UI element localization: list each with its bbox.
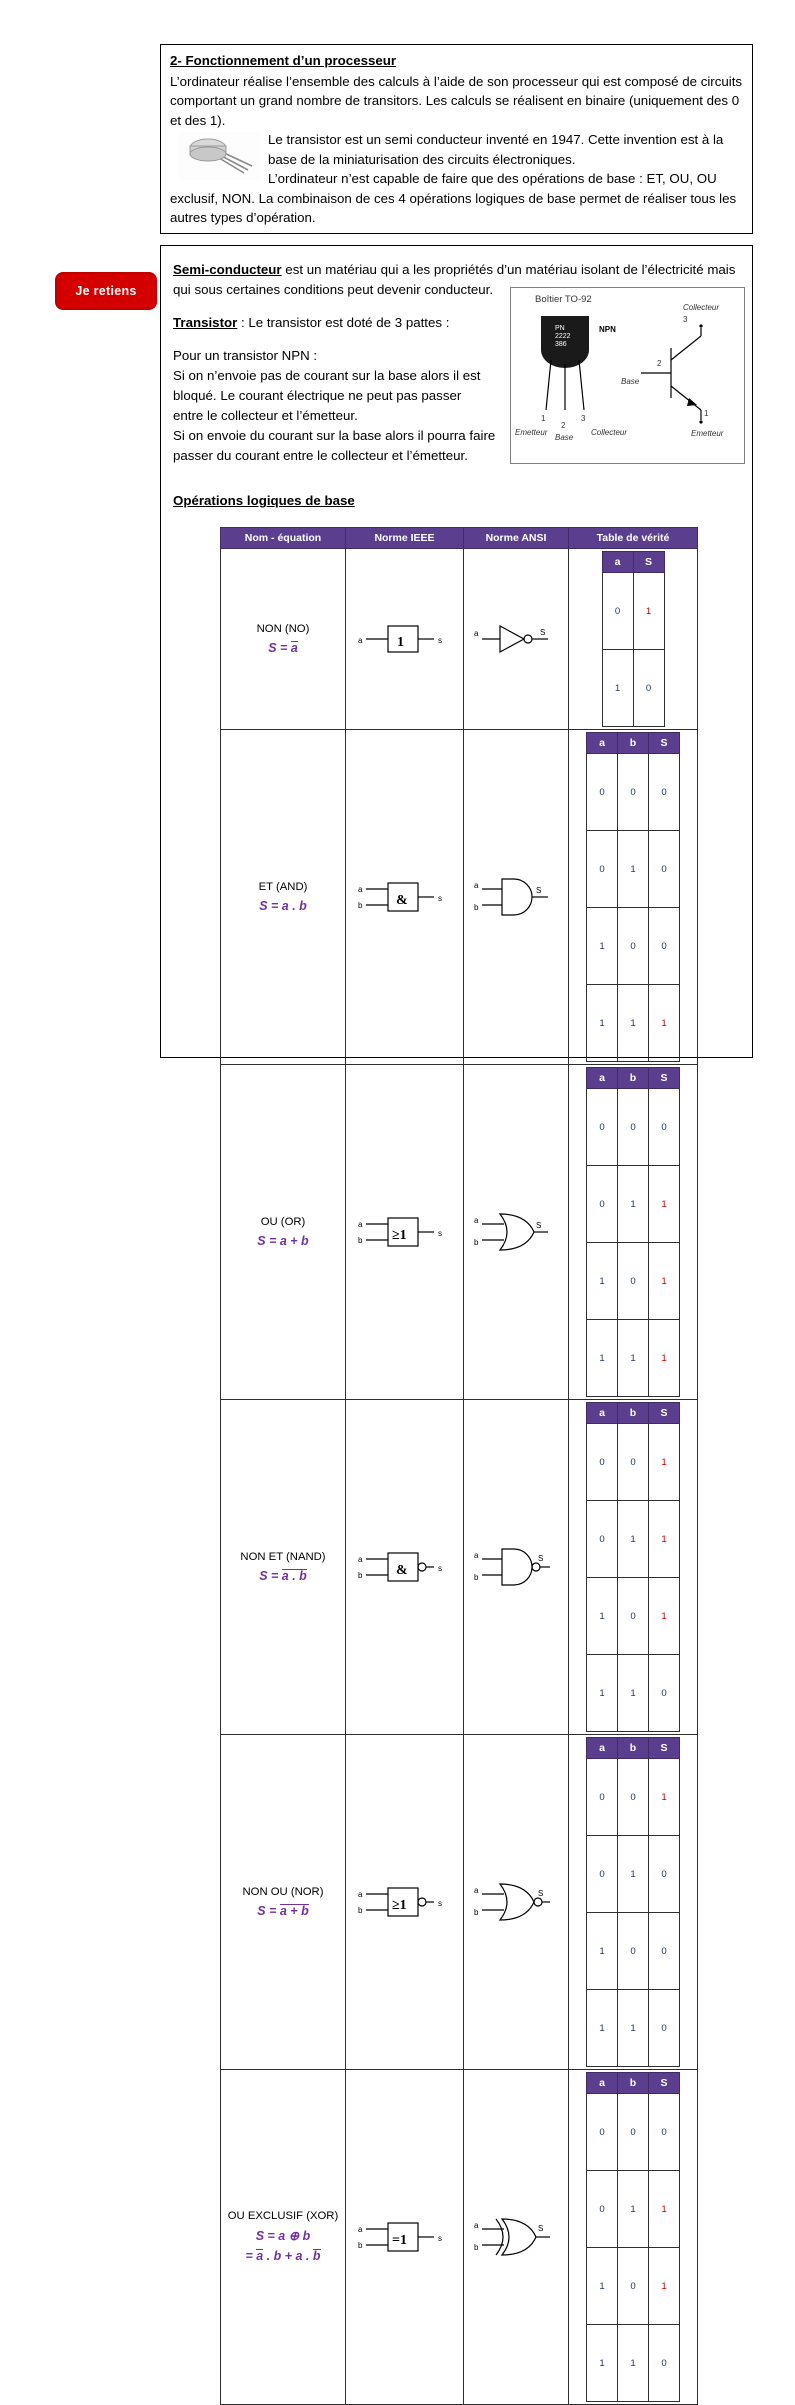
tt-header: S	[649, 1403, 680, 1424]
tt-cell: 0	[587, 2171, 618, 2248]
svg-text:s: s	[437, 894, 442, 903]
tt-header: a	[602, 552, 633, 573]
tt-header: S	[649, 1738, 680, 1759]
svg-text:1: 1	[396, 635, 404, 650]
svg-text:2: 2	[657, 359, 662, 368]
cell-name	[221, 549, 346, 730]
tt-header: S	[649, 1068, 680, 1089]
table-row	[221, 1735, 698, 2070]
gate-equation: S = a . b	[259, 899, 307, 913]
svg-text:a: a	[474, 1216, 479, 1225]
tt-header: S	[633, 552, 664, 573]
gate-name: OU (OR)	[260, 1216, 306, 1228]
tt-cell: 1	[649, 985, 680, 1062]
table-header-row	[221, 528, 698, 549]
tt-cell: 0	[649, 2325, 680, 2402]
gate-equation: S = a ⊕ b	[255, 2229, 311, 2244]
tt-cell: 0	[587, 831, 618, 908]
svg-text:a: a	[474, 1551, 479, 1560]
tt-cell: 0	[618, 1243, 649, 1320]
cell-ansi	[464, 1735, 569, 2070]
svg-text:2: 2	[561, 421, 566, 430]
svg-text:1: 1	[704, 409, 709, 418]
svg-text:=1: =1	[391, 2233, 407, 2248]
cell-ansi	[464, 730, 569, 1065]
tt-cell: 0	[649, 831, 680, 908]
header-ansi: Norme ANSI	[464, 528, 569, 549]
cell-truth-table	[569, 1735, 698, 2070]
tt-cell: 1	[618, 1990, 649, 2067]
cell-ieee	[346, 1400, 464, 1735]
intro-paragraph-2: Le transistor est un semi conducteur inventé en 1947. Cette invention est à la base de la miniaturisation des circuits électroniques.	[268, 132, 724, 167]
tt-header: b	[618, 1068, 649, 1089]
semi-conductor-text: est un matériau qui a les propriétés d’un matériau isolant de l’électricité mais qui sous certaines conditions peut devenir conducteur.	[173, 262, 736, 297]
svg-text:b: b	[474, 1573, 479, 1582]
tt-cell: 0	[618, 2248, 649, 2325]
gate-equation: S = a	[268, 640, 298, 655]
tt-cell: 1	[618, 1836, 649, 1913]
cell-truth-table	[569, 730, 698, 1065]
tt-cell: 1	[649, 2248, 680, 2325]
tt-cell: 0	[587, 754, 618, 831]
svg-text:≥1: ≥1	[391, 1228, 407, 1243]
cell-name	[221, 1400, 346, 1735]
gate-equation: S = a + b	[257, 1234, 309, 1248]
tt-cell: 0	[649, 1990, 680, 2067]
ieee-or-symbol	[352, 1206, 458, 1258]
svg-text:a: a	[474, 1886, 479, 1895]
svg-text:Emetteur: Emetteur	[691, 429, 724, 438]
svg-text:S: S	[536, 1221, 542, 1230]
npn-line-2: bloqué. Le courant électrique ne peut pas passer	[173, 387, 462, 403]
svg-text:Emetteur: Emetteur	[515, 428, 548, 437]
tt-cell: 1	[618, 1166, 649, 1243]
tt-header: a	[587, 1738, 618, 1759]
figure-caption: Boîtier TO-92	[535, 294, 592, 305]
npn-transistor-figure	[510, 287, 745, 464]
cell-truth-table	[569, 549, 698, 730]
tt-cell: 1	[649, 1424, 680, 1501]
tt-cell: 1	[649, 1578, 680, 1655]
tt-cell: 1	[649, 1759, 680, 1836]
tt-cell: 1	[587, 1913, 618, 1990]
cell-ieee	[346, 1735, 464, 2070]
table-row	[221, 1400, 698, 1735]
tt-cell: 1	[633, 573, 664, 650]
svg-text:a: a	[357, 1220, 362, 1229]
gate-name: NON OU (NOR)	[242, 1885, 324, 1898]
cell-name	[221, 730, 346, 1065]
svg-text:s: s	[437, 1564, 442, 1573]
ieee-and-symbol	[352, 871, 458, 923]
ansi-nor-symbol	[468, 1876, 564, 1928]
svg-text:Base: Base	[621, 377, 640, 386]
truth-table	[586, 2072, 680, 2402]
svg-text:PN: PN	[555, 325, 565, 332]
intro-paragraph-3: L’ordinateur n’est capable de faire que des opérations de base : ET, OU, OU exclusif, NON. La combinaison de ces 4 opérations logiques de base permet de réaliser tous les autres types d’opération.	[170, 171, 737, 226]
tt-cell: 0	[587, 1166, 618, 1243]
svg-text:S: S	[538, 1889, 544, 1898]
svg-text:b: b	[357, 1571, 362, 1580]
svg-text:a: a	[357, 636, 362, 645]
tt-header: b	[618, 733, 649, 754]
transistor-term: Transistor	[173, 314, 238, 330]
semi-conductor-term: Semi-conducteur	[173, 262, 282, 277]
table-row	[221, 549, 698, 730]
tt-header: b	[618, 1738, 649, 1759]
tt-cell: 1	[649, 1501, 680, 1578]
svg-text:a: a	[474, 2221, 479, 2230]
table-row	[221, 2070, 698, 2405]
tt-cell: 1	[587, 985, 618, 1062]
tt-cell: 1	[618, 2171, 649, 2248]
tt-cell: 0	[602, 573, 633, 650]
tt-header: b	[618, 1403, 649, 1424]
npn-title: Pour un transistor NPN :	[173, 347, 318, 363]
svg-text:3: 3	[581, 414, 586, 423]
tt-cell: 1	[618, 831, 649, 908]
svg-text:1: 1	[541, 414, 546, 423]
cell-truth-table	[569, 1065, 698, 1400]
tt-cell: 0	[649, 754, 680, 831]
tt-header: b	[618, 2073, 649, 2094]
tt-header: a	[587, 1068, 618, 1089]
svg-text:b: b	[357, 901, 362, 910]
header-name: Nom - équation	[221, 528, 346, 549]
svg-text:b: b	[474, 2243, 479, 2252]
svg-text:S: S	[538, 1554, 544, 1563]
tt-cell: 1	[649, 2171, 680, 2248]
cell-ieee	[346, 2070, 464, 2405]
tt-cell: 0	[587, 1836, 618, 1913]
tt-cell: 0	[649, 1655, 680, 1732]
gate-name: ET (AND)	[258, 881, 308, 893]
svg-text:NPN: NPN	[599, 325, 616, 334]
svg-text:b: b	[357, 2241, 362, 2250]
tt-cell: 1	[587, 1990, 618, 2067]
svg-text:b: b	[474, 1238, 479, 1247]
cell-truth-table	[569, 1400, 698, 1735]
ops-heading: Opérations logiques de base	[173, 493, 355, 509]
ansi-not-symbol	[468, 616, 564, 662]
je-retiens-label: Je retiens	[75, 284, 137, 298]
cell-ansi	[464, 2070, 569, 2405]
ieee-nand-symbol	[352, 1541, 458, 1593]
npn-line-4: Si on envoie du courant sur la base alors il pourra faire	[173, 427, 496, 443]
ansi-xor-symbol	[468, 2211, 564, 2263]
table-row	[221, 730, 698, 1065]
npn-line-1: Si on n’envoie pas de courant sur la base alors il est	[173, 367, 481, 383]
tt-cell: 0	[618, 1578, 649, 1655]
tt-cell: 0	[618, 1089, 649, 1166]
tt-cell: 1	[587, 1320, 618, 1397]
intro-paragraph-1: L’ordinateur réalise l’ensemble des calculs à l’aide de son processeur qui est composé de circuits comportant un grand nombre de transitors. Les calculs se réalisent en binaire (uniquement des 0 et des 1).	[170, 73, 743, 128]
tt-cell: 0	[587, 1089, 618, 1166]
tt-cell: 0	[618, 2094, 649, 2171]
cell-name	[221, 1065, 346, 1400]
svg-text:Collecteur: Collecteur	[591, 428, 628, 437]
svg-text:386: 386	[555, 341, 567, 348]
svg-text:≥1: ≥1	[391, 1898, 407, 1913]
tt-cell: 0	[618, 1913, 649, 1990]
cell-ieee	[346, 549, 464, 730]
truth-table	[602, 551, 665, 727]
svg-text:b: b	[357, 1236, 362, 1245]
svg-text:S: S	[538, 2224, 544, 2233]
tt-cell: 0	[587, 2094, 618, 2171]
tt-cell: 0	[618, 754, 649, 831]
gate-name: NON ET (NAND)	[240, 1550, 326, 1563]
tt-header: a	[587, 733, 618, 754]
npn-figure-drawing	[511, 288, 744, 463]
truth-table	[586, 1067, 680, 1397]
gate-name: OU EXCLUSIF (XOR)	[227, 2210, 339, 2223]
npn-line-3: entre le collecteur et l’émetteur.	[173, 407, 358, 423]
tt-cell: 1	[618, 1501, 649, 1578]
svg-text:S: S	[540, 628, 546, 637]
tt-cell: 0	[618, 1424, 649, 1501]
tt-cell: 0	[618, 908, 649, 985]
tt-header: S	[649, 733, 680, 754]
cell-ansi	[464, 1400, 569, 1735]
svg-text:&: &	[395, 893, 408, 908]
transistor-text: : Le transistor est doté de 3 pattes :	[237, 314, 450, 330]
je-retiens-badge	[55, 272, 157, 310]
tt-cell: 1	[587, 1243, 618, 1320]
tt-cell: 0	[649, 2094, 680, 2171]
tt-cell: 1	[587, 2248, 618, 2325]
svg-text:S: S	[536, 886, 542, 895]
cell-ieee	[346, 730, 464, 1065]
tt-cell: 1	[649, 1243, 680, 1320]
svg-text:a: a	[357, 2225, 362, 2234]
tt-cell: 0	[587, 1501, 618, 1578]
cell-ieee	[346, 1065, 464, 1400]
section-heading: 2- Fonctionnement d’un processeur	[170, 53, 397, 68]
svg-text:b: b	[357, 1906, 362, 1915]
ansi-and-symbol	[468, 871, 564, 923]
svg-text:Base: Base	[555, 433, 574, 442]
header-truth-table: Table de vérité	[569, 528, 698, 549]
tt-cell: 1	[587, 1578, 618, 1655]
svg-text:2222: 2222	[555, 333, 571, 340]
header-ieee: Norme IEEE	[346, 528, 464, 549]
tt-cell: 1	[602, 650, 633, 727]
tt-cell: 0	[649, 1089, 680, 1166]
tt-cell: 0	[587, 1759, 618, 1836]
tt-header: S	[649, 2073, 680, 2094]
truth-table	[586, 1402, 680, 1732]
ansi-or-symbol	[468, 1206, 564, 1258]
cell-name	[221, 1735, 346, 2070]
cell-name	[221, 2070, 346, 2405]
table-row	[221, 1065, 698, 1400]
tt-cell: 1	[618, 985, 649, 1062]
gate-name: NON (NO)	[256, 622, 310, 635]
svg-text:3: 3	[683, 315, 688, 324]
svg-text:a: a	[474, 881, 479, 890]
gate-equation: S = a + b	[257, 1903, 309, 1918]
svg-text:s: s	[437, 1229, 442, 1238]
gate-equation: S = a . b	[259, 1568, 307, 1583]
tt-cell: 0	[618, 1759, 649, 1836]
svg-text:a: a	[474, 629, 479, 638]
tt-cell: 1	[587, 1655, 618, 1732]
cell-ansi	[464, 549, 569, 730]
truth-table	[586, 1737, 680, 2067]
tt-cell: 1	[618, 2325, 649, 2402]
svg-text:s: s	[437, 2234, 442, 2243]
tt-cell: 1	[618, 1320, 649, 1397]
tt-cell: 0	[587, 1424, 618, 1501]
ieee-nor-symbol	[352, 1876, 458, 1928]
tt-cell: 1	[618, 1655, 649, 1732]
tt-header: a	[587, 2073, 618, 2094]
tt-cell: 1	[587, 2325, 618, 2402]
svg-text:a: a	[357, 1555, 362, 1564]
svg-text:a: a	[357, 885, 362, 894]
intro-box	[160, 44, 753, 234]
truth-table	[586, 732, 680, 1062]
svg-text:b: b	[474, 903, 479, 912]
tt-cell: 0	[649, 1913, 680, 1990]
svg-text:s: s	[437, 1899, 442, 1908]
tt-header: a	[587, 1403, 618, 1424]
svg-text:Collecteur: Collecteur	[683, 303, 720, 312]
ansi-nand-symbol	[468, 1541, 564, 1593]
cell-truth-table	[569, 2070, 698, 2405]
ieee-xor-symbol	[352, 2211, 458, 2263]
tt-cell: 0	[633, 650, 664, 727]
ieee-not-symbol	[352, 616, 458, 662]
tt-cell: 1	[587, 908, 618, 985]
tt-cell: 0	[649, 908, 680, 985]
tt-cell: 1	[649, 1320, 680, 1397]
tt-cell: 1	[649, 1166, 680, 1243]
tt-cell: 0	[649, 1836, 680, 1913]
gate-equation-2: = a . b + a . b	[245, 2249, 321, 2264]
svg-text:a: a	[357, 1890, 362, 1899]
transistor-photo	[178, 132, 260, 180]
logic-operations-table	[220, 527, 698, 2405]
npn-line-5: passer du courant entre le collecteur et l’émetteur.	[173, 447, 468, 463]
svg-text:b: b	[474, 1908, 479, 1917]
cell-ansi	[464, 1065, 569, 1400]
svg-text:s: s	[437, 636, 442, 645]
svg-text:&: &	[395, 1563, 408, 1578]
